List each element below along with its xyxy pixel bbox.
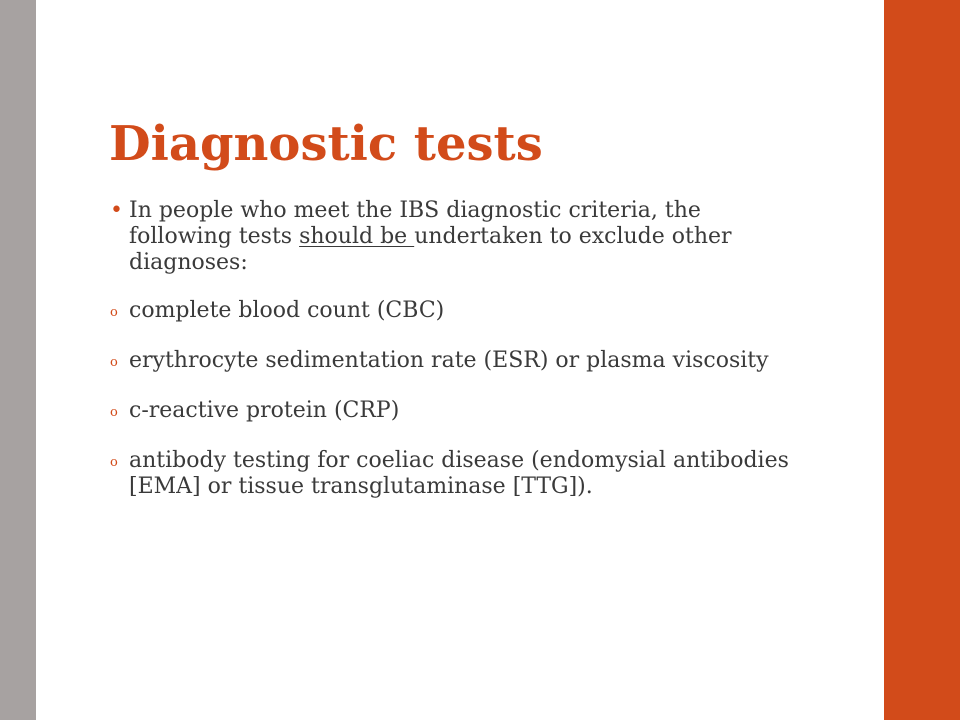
test-item-crp [110,398,790,424]
test-item-text: c-reactive protein (CRP) [129,398,400,423]
right-accent-bar [884,0,960,720]
sub-bullet-marker: o [110,355,118,370]
test-item-text: antibody testing for coeliac disease (endomysial antibodies [EMA] or tissue transglutaminase [TTG]). [129,448,789,499]
test-item-esr [110,348,790,374]
slide-body [110,198,790,500]
sub-bullet-marker: o [110,455,118,470]
intro-bullet [110,198,790,276]
intro-text-start: In people who meet the IBS diagnostic criteria, the following tests [129,198,701,249]
left-decorative-bar [0,0,36,720]
test-item-cbc [110,298,790,324]
test-item-text: complete blood count (CBC) [129,298,445,323]
intro-text-underlined: should be [299,224,415,249]
intro-text-end: undertaken to exclude other diagnoses: [129,224,732,275]
test-item-coeliac [110,448,790,500]
sub-bullet-marker: o [110,305,118,320]
test-item-text: erythrocyte sedimentation rate (ESR) or plasma viscosity [129,348,769,373]
slide-title: Diagnostic tests [109,116,543,172]
bullet-marker: • [110,198,123,223]
sub-bullet-marker: o [110,405,118,420]
